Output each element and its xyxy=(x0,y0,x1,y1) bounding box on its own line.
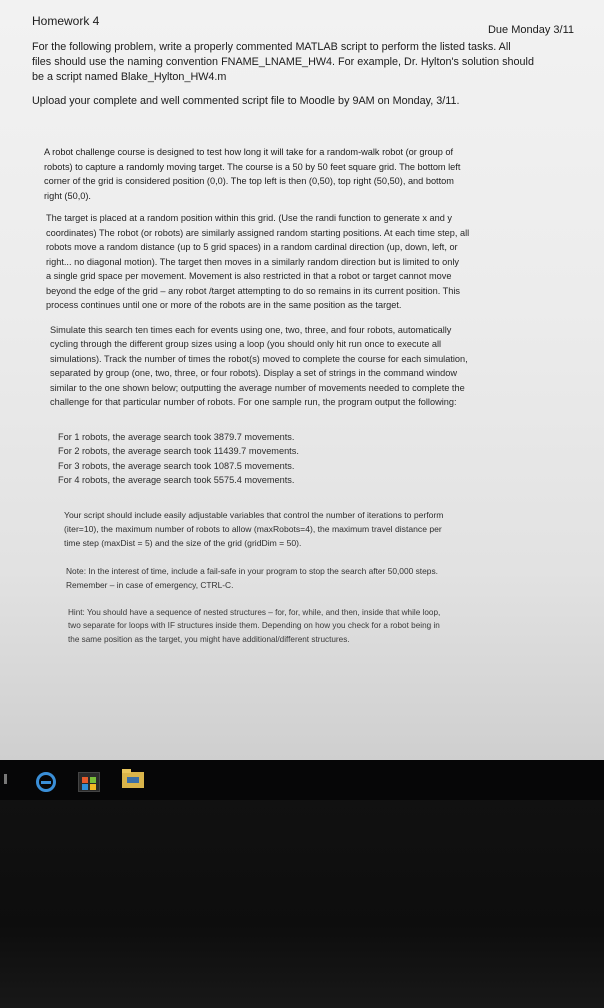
text-line: files should use the naming convention FNAME_LNAME_HW4. For example, Dr. Hylton's solution should xyxy=(32,56,534,68)
text-line: a single grid space per movement. Movement is also restricted in that a robot or target cannot move xyxy=(46,271,452,281)
text-line: Your script should include easily adjustable variables that control the number of iterations to perform xyxy=(64,509,444,520)
text-line: Note: In the interest of time, include a fail-safe in your program to stop the search after 50,000 steps. xyxy=(66,565,438,576)
text-line: time step (maxDist = 5) and the size of the grid (gridDim = 50). xyxy=(64,537,302,548)
course-description-paragraph xyxy=(32,145,576,203)
text-line: be a script named Blake_Hylton_HW4.m xyxy=(32,71,227,83)
document-page xyxy=(28,10,576,646)
output-line: For 2 robots, the average search took 11439.7 movements. xyxy=(58,446,299,456)
text-line: Hint: You should have a sequence of nested structures – for, for, while, and then, inside that while loop, xyxy=(68,607,441,617)
note-paragraph xyxy=(32,564,576,592)
store-tile-blue xyxy=(82,784,88,790)
text-line: A robot challenge course is designed to test how long it will take for a random-walk robot (or group of xyxy=(44,147,454,157)
instructions-paragraph xyxy=(32,40,576,85)
store-icon[interactable] xyxy=(78,772,100,792)
text-line: right... no diagonal motion). The target then moves in a similarly random direction but is limited to only xyxy=(46,256,459,267)
text-line: Remember – in case of emergency, CTRL-C. xyxy=(66,579,234,590)
text-line: robots) to capture a randomly moving target. The course is a 50 by 50 feet square grid. The bottom left xyxy=(44,161,461,172)
store-tile-red xyxy=(82,777,88,783)
text-line: cycling through the different group sizes using a loop (you should only hit run once to execute all xyxy=(50,339,442,349)
edge-browser-icon[interactable] xyxy=(36,772,56,792)
output-line: For 1 robots, the average search took 3879.7 movements. xyxy=(58,431,295,442)
text-line: The target is placed at a random position within this grid. (Use the randi function to generate x and y xyxy=(46,213,453,223)
file-explorer-icon[interactable] xyxy=(122,772,144,788)
text-line: simulations). Track the number of times the robot(s) moved to complete the course for each simulation, xyxy=(50,353,468,364)
text-line: robots move a random distance (up to 5 grid spaces) in a random cardinal direction (up, down, left, or xyxy=(46,242,458,252)
document-header xyxy=(28,10,576,38)
text-line: For the following problem, write a properly commented MATLAB script to perform the listed tasks. All xyxy=(32,41,511,53)
store-tile-yellow xyxy=(90,784,96,790)
text-line: right (50,0). xyxy=(44,190,91,201)
variables-paragraph xyxy=(32,508,576,550)
sample-output xyxy=(58,430,576,488)
hint-paragraph xyxy=(32,606,576,647)
output-line: For 3 robots, the average search took 1087.5 movements. xyxy=(58,460,295,471)
text-line: beyond the edge of the grid – any robot /target attempting to do so remains in its current position. This xyxy=(46,285,461,296)
store-tile-green xyxy=(90,777,96,783)
upload-instructions: Upload your complete and well commented script file to Moodle by 9AM on Monday, 3/11. xyxy=(32,95,460,107)
target-movement-paragraph xyxy=(32,211,576,313)
text-line: separated by group (one, two, three, or four robots). Display a set of strings in the command window xyxy=(50,368,458,378)
text-line: challenge for that particular number of robots. For one sample run, the program output the following: xyxy=(50,397,457,407)
text-line: the same position as the target, you might have additional/different structures. xyxy=(68,634,350,644)
monitor-bezel xyxy=(0,800,604,1008)
taskbar xyxy=(0,760,604,800)
text-line: two separate for loops with IF structures inside them. Depending on how you check for a robot being in xyxy=(68,621,440,630)
task-view-icon[interactable] xyxy=(4,774,7,784)
text-line: Simulate this search ten times each for events using one, two, three, and four robots, automatically xyxy=(50,324,452,335)
due-date: Due Monday 3/11 xyxy=(487,24,574,36)
homework-title: Homework 4 xyxy=(32,14,100,28)
simulation-paragraph xyxy=(32,323,576,410)
text-line: corner of the grid is considered position (0,0). The top left is then (0,50), top right (50,50), and bottom xyxy=(44,176,454,186)
text-line: (iter=10), the maximum number of robots to allow (maxRobots=4), the maximum travel distance per xyxy=(64,523,442,534)
text-line: process continues until one or more of the robots are in the same position as the target. xyxy=(46,300,402,310)
output-line: For 4 robots, the average search took 5575.4 movements. xyxy=(58,475,295,485)
text-line: coordinates) The robot (or robots) are similarly assigned random starting positions. At each time step, all xyxy=(46,227,470,238)
text-line: similar to the one shown below; outputting the average number of movements needed to complete the xyxy=(50,382,465,393)
